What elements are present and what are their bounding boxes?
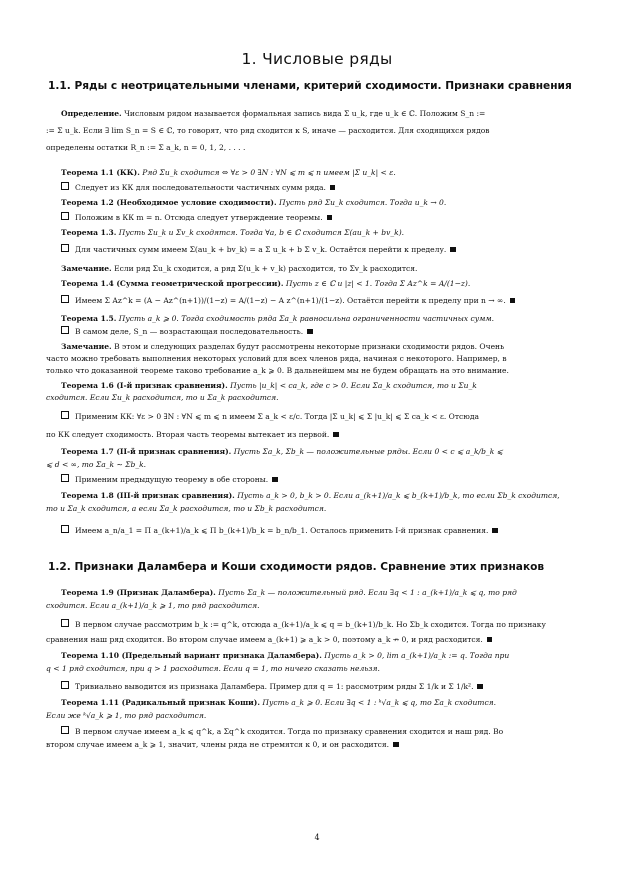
proof-1-1	[61, 182, 594, 193]
theorem-1-9-label: Теорема 1.9 (Признак Даламбера).	[61, 588, 216, 597]
theorem-1-6-line-1	[61, 380, 594, 391]
proof-1-11-text-1: В первом случае имеем a_k ⩽ q^k, а Σq^k сходится. Тогда по признаку сравнения сходится и наш ряд. Во	[75, 727, 504, 736]
theorem-1-7-line-1	[61, 446, 594, 457]
proof-1-2	[61, 212, 594, 223]
qed-icon	[393, 742, 399, 748]
theorem-1-8-line-2: то и Σa_k сходится, а если Σa_k расходится, то и Σb_k расходится.	[46, 504, 327, 513]
proof-start-icon	[61, 681, 69, 689]
theorem-1-6-line-2: сходится. Если Σu_k расходится, то и Σa_k расходится.	[46, 393, 279, 402]
theorem-1-5	[61, 313, 594, 324]
theorem-1-8-line-1	[61, 490, 594, 501]
proof-start-icon	[61, 525, 69, 533]
theorem-1-10-label: Теорема 1.10 (Предельный вариант признака Даламбера).	[61, 651, 322, 660]
proof-1-9-line-1	[61, 619, 594, 630]
proof-1-10	[61, 681, 594, 692]
theorem-1-11-text-1: Пусть a_k ⩾ 0. Если ∃q < 1 : ᵏ√a_k ⩽ q, то Σa_k сходится.	[262, 698, 497, 707]
proof-1-6-text-1: Применим КК: ∀ε > 0 ∃N : ∀N ⩽ m ⩽ n имеем Σ a_k < ε/c. Тогда |Σ u_k| ⩽ Σ |u_k| ⩽ Σ ca_k < ε. Отсюда	[75, 412, 479, 421]
theorem-1-2	[61, 197, 594, 208]
proof-1-9-text-2: сравнения наш ряд сходится. Во втором случае имеем a_(k+1) ⩾ a_k > 0, поэтому a_k ↛ 0, и ряд расходится.	[46, 635, 483, 644]
page-number: 4	[314, 833, 320, 842]
theorem-1-9-text-1: Пусть Σa_k — положительный ряд. Если ∃q < 1 : a_(k+1)/a_k ⩽ q, то ряд	[218, 588, 517, 597]
proof-1-6-line-1	[61, 411, 594, 422]
remark-2-line-2: часто можно требовать выполнения некоторых условий для всех членов ряда, начиная с некоторого. Например, в	[46, 354, 507, 363]
proof-1-6-text-2: по КК следует сходимость. Вторая часть теоремы вытекает из первой.	[46, 430, 330, 439]
theorem-1-4-text: Пусть z ∈ ℂ и |z| < 1. Тогда Σ Az^k = A/(1−z).	[285, 279, 471, 288]
definition-label: Определение.	[61, 109, 122, 118]
theorem-1-3-label: Теорема 1.3.	[61, 228, 117, 237]
proof-start-icon	[61, 182, 69, 190]
theorem-1-5-label: Теорема 1.5.	[61, 314, 117, 323]
theorem-1-8-text-1: Пусть a_k > 0, b_k > 0. Если a_(k+1)/a_k ⩽ b_(k+1)/b_k, то если Σb_k сходится,	[237, 491, 560, 500]
proof-1-8-text: Имеем a_n/a_1 = Π a_(k+1)/a_k ⩽ Π b_(k+1)/b_k = b_n/b_1. Осталось применить I-й признак сравнения.	[75, 526, 489, 535]
proof-1-4-text: Имеем Σ Az^k = (A − Az^(n+1))/(1−z) = A/(1−z) − A z^(n+1)/(1−z). Остаётся перейти к пределу при n → ∞.	[75, 296, 506, 305]
qed-icon	[327, 215, 333, 221]
proof-1-4	[61, 295, 594, 306]
theorem-1-6-label: Теорема 1.6 (I-й признак сравнения).	[61, 381, 228, 390]
proof-1-7-text: Применим предыдущую теорему в обе стороны.	[75, 475, 269, 484]
qed-icon	[307, 329, 313, 335]
theorem-1-7-line-2: ⩽ d < ∞, то Σa_k ∼ Σb_k.	[46, 460, 147, 469]
theorem-1-11-line-2: Если же ᵏ√a_k ⩾ 1, то ряд расходится.	[46, 711, 207, 720]
theorem-1-5-text: Пусть a_k ⩾ 0. Тогда сходимость ряда Σa_k равносильна ограниченности частичных сумм.	[118, 314, 495, 323]
theorem-1-11-label: Теорема 1.11 (Радикальный признак Коши).	[61, 698, 260, 707]
remark-2-label: Замечание.	[61, 342, 112, 351]
definition-line-2: := Σ u_k. Если ∃ lim S_n = S ∈ ℂ, то говорят, что ряд сходится к S, иначе — расходится. Для сходящихся рядов	[46, 126, 490, 135]
section-heading-1-2: 1.2. Признаки Даламбера и Коши сходимости рядов. Сравнение этих признаков	[48, 561, 545, 573]
proof-start-icon	[61, 726, 69, 734]
proof-start-icon	[61, 619, 69, 627]
theorem-1-10-text-1: Пусть a_k > 0, lim a_(k+1)/a_k := q. Тогда при	[324, 651, 510, 660]
theorem-1-10-line-2: q < 1 ряд сходится, при q > 1 расходится. Если q = 1, то ничего сказать нельзя.	[46, 664, 380, 673]
proof-1-3	[61, 244, 594, 255]
proof-1-8	[61, 525, 594, 536]
proof-start-icon	[61, 212, 69, 220]
qed-icon	[333, 432, 339, 438]
theorem-1-6-text-1: Пусть |u_k| < ca_k, где c > 0. Если Σa_k сходится, то и Σu_k	[230, 381, 477, 390]
proof-1-3-text: Для частичных сумм имеем Σ(au_k + bv_k) = a Σ u_k + b Σ v_k. Остаётся перейти к пределу.	[75, 245, 447, 254]
qed-icon	[477, 684, 483, 690]
proof-1-5	[61, 326, 594, 337]
proof-1-11-text-2: втором случае имеем a_k ⩾ 1, значит, члены ряда не стремятся к 0, и он расходится.	[46, 740, 390, 749]
theorem-1-1-label: Теорема 1.1 (КК).	[61, 168, 140, 177]
proof-1-6-line-2	[46, 429, 594, 440]
proof-1-7	[61, 474, 594, 485]
proof-1-11-line-1	[61, 726, 594, 737]
theorem-1-3	[61, 227, 594, 238]
theorem-1-8-label: Теорема 1.8 (III-й признак сравнения).	[61, 491, 235, 500]
proof-1-5-text: В самом деле, S_n — возрастающая последовательность.	[75, 327, 304, 336]
theorem-1-9-line-2: сходится. Если a_(k+1)/a_k ⩾ 1, то ряд расходится.	[46, 601, 260, 610]
qed-icon	[510, 298, 516, 304]
remark-2-text-1: В этом и следующих разделах будут рассмотрены некоторые признаки сходимости рядов. Очень	[114, 342, 505, 351]
theorem-1-1	[61, 167, 594, 178]
chapter-title: 1. Числовые ряды	[241, 50, 393, 68]
remark-1-label: Замечание.	[61, 264, 112, 273]
theorem-1-9-line-1	[61, 587, 594, 598]
qed-icon	[492, 528, 498, 534]
proof-1-11-line-2	[46, 739, 594, 750]
remark-2-line-3: только что доказанной теореме таково требование a_k ⩾ 0. В дальнейшем мы не будем обращать на это внимание.	[46, 366, 509, 375]
qed-icon	[330, 185, 336, 191]
definition-text-1: Числовым рядом называется формальная запись вида Σ u_k, где u_k ∈ ℂ. Положим S_n :=	[124, 109, 486, 118]
proof-1-9-text-1: В первом случае рассмотрим b_k := q^k, отсюда a_(k+1)/a_k ⩽ q = b_(k+1)/b_k. Но Σb_k сходится. Тогда по признаку	[75, 620, 546, 629]
proof-start-icon	[61, 326, 69, 334]
qed-icon	[487, 637, 493, 643]
theorem-1-1-text: Ряд Σu_k сходится ⇔ ∀ε > 0 ∃N : ∀N ⩽ m ⩽ n имеем |Σ u_k| < ε.	[142, 168, 396, 177]
remark-1	[61, 263, 594, 274]
remark-2-line-1	[61, 341, 594, 352]
theorem-1-2-label: Теорема 1.2 (Необходимое условие сходимости).	[61, 198, 277, 207]
definition-line-3: определены остатки R_n := Σ a_k, n = 0, 1, 2, . . . .	[46, 143, 246, 152]
theorem-1-7-text-1: Пусть Σa_k, Σb_k — положительные ряды. Если 0 < c ⩽ a_k/b_k ⩽	[233, 447, 504, 456]
proof-1-9-line-2	[46, 634, 594, 645]
theorem-1-7-label: Теорема 1.7 (II-й признак сравнения).	[61, 447, 232, 456]
section-heading-1-1: 1.1. Ряды с неотрицательными членами, критерий сходимости. Признаки сравнения	[48, 80, 572, 92]
proof-start-icon	[61, 295, 69, 303]
theorem-1-3-text: Пусть Σu_k и Σv_k сходятся. Тогда ∀a, b ∈ ℂ сходится Σ(au_k + bv_k).	[118, 228, 405, 237]
proof-1-1-text: Следует из КК для последовательности частичных сумм ряда.	[75, 183, 326, 192]
theorem-1-10-line-1	[61, 650, 594, 661]
theorem-1-11-line-1	[61, 697, 594, 708]
proof-start-icon	[61, 474, 69, 482]
proof-start-icon	[61, 411, 69, 419]
remark-1-text: Если ряд Σu_k сходится, а ряд Σ(u_k + v_k) расходится, то Σv_k расходится.	[114, 264, 418, 273]
definition-line-1	[61, 108, 594, 119]
qed-icon	[450, 247, 456, 253]
theorem-1-2-text: Пусть ряд Σu_k сходится. Тогда u_k → 0.	[278, 198, 447, 207]
qed-icon	[272, 477, 278, 483]
theorem-1-4-label: Теорема 1.4 (Сумма геометрической прогрессии).	[61, 279, 284, 288]
theorem-1-4	[61, 278, 594, 289]
proof-1-10-text: Тривиально выводится из признака Даламбера. Пример для q = 1: рассмотрим ряды Σ 1/k и Σ 1/k².	[75, 682, 474, 691]
proof-1-2-text: Положим в КК m = n. Отсюда следует утверждение теоремы.	[75, 213, 323, 222]
proof-start-icon	[61, 244, 69, 252]
